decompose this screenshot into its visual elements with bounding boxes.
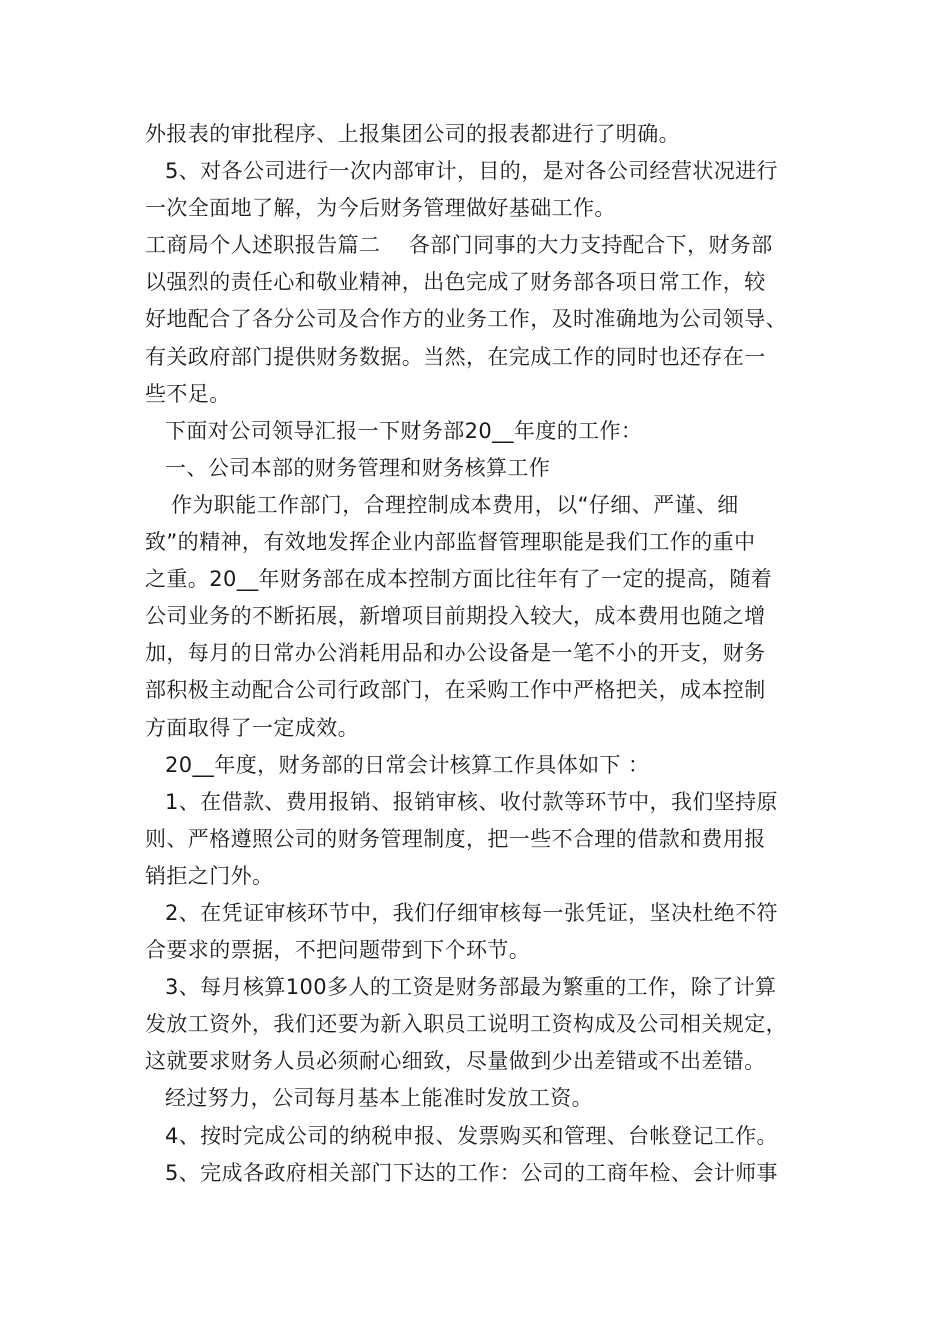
text-line: 一、公司本部的财务管理和财务核算工作 — [165, 455, 551, 480]
text-line: 部积极主动配合公司行政部门，在采购工作中严格把关，成本控制 — [145, 678, 766, 703]
text-line: 5、完成各政府相关部门下达的工作：公司的工商年检、会计师事 — [165, 1160, 778, 1185]
document-body — [145, 116, 825, 1192]
text-line: 这就要求财务人员必须耐心细致，尽量做到少出差错或不出差错。 — [145, 1049, 766, 1074]
text-line: 外报表的审批程序、上报集团公司的报表都进行了明确。 — [145, 122, 680, 146]
text-line: 20__年度，财务部的日常会计核算工作具体如下 ： — [165, 752, 650, 777]
text-line: 5、对各公司进行一次内部审计，目的，是对各公司经营状况进行 — [165, 159, 778, 184]
text-line: 4、按时完成公司的纳税申报、发票购买和管理、台帐登记工作。 — [165, 1123, 778, 1148]
text-line: 方面取得了一定成效。 — [145, 715, 359, 740]
text-line: 销拒之门外。 — [145, 863, 274, 888]
text-line: 发放工资外，我们还要为新入职员工说明工资构成及公司相关规定， — [145, 1012, 787, 1037]
text-line: 下面对公司领导汇报一下财务部20__年度的工作： — [165, 418, 643, 443]
text-line: 以强烈的责任心和敬业精神，出色完成了财务部各项日常工作，较 — [145, 270, 766, 295]
text-line: 则、严格遵照公司的财务管理制度，把一些不合理的借款和费用报 — [145, 826, 766, 851]
text-line: 一次全面地了解，为今后财务管理做好基础工作。 — [145, 196, 616, 221]
text-line: 些不足。 — [145, 381, 231, 406]
text-line: 作为职能工作部门，合理控制成本费用，以“仔细、严谨、细 — [171, 492, 739, 517]
text-line: 加，每月的日常办公消耗用品和办公设备是一笔不小的开支，财务 — [145, 641, 766, 666]
text-line: 之重。20__年财务部在成本控制方面比往年有了一定的提高，随着 — [145, 567, 773, 592]
text-line: 好地配合了各分公司及合作方的业务工作，及时准确地为公司领导、 — [145, 307, 787, 332]
text-line: 致”的精神，有效地发挥企业内部监督管理职能是我们工作的重中 — [145, 530, 756, 555]
text-line: 经过努力，公司每月基本上能准时发放工资。 — [165, 1086, 593, 1111]
text-line: 有关政府部门提供财务数据。当然，在完成工作的同时也还存在一 — [145, 344, 766, 369]
text-line: 公司业务的不断拓展，新增项目前期投入较大，成本费用也随之增 — [145, 604, 766, 629]
text-line: 3、每月核算100多人的工资是财务部最为繁重的工作，除了计算 — [165, 975, 777, 1000]
text-line: 合要求的票据，不把问题带到下个环节。 — [145, 938, 531, 963]
section-heading-line: 工商局个人述职报告篇二 各部门同事的大力支持配合下，财务部 — [145, 233, 773, 258]
text-line: 1、在借款、费用报销、报销审核、收付款等环节中，我们坚持原 — [165, 789, 778, 814]
text-line: 2、在凭证审核环节中，我们仔细审核每一张凭证，坚决杜绝不符 — [165, 900, 778, 925]
